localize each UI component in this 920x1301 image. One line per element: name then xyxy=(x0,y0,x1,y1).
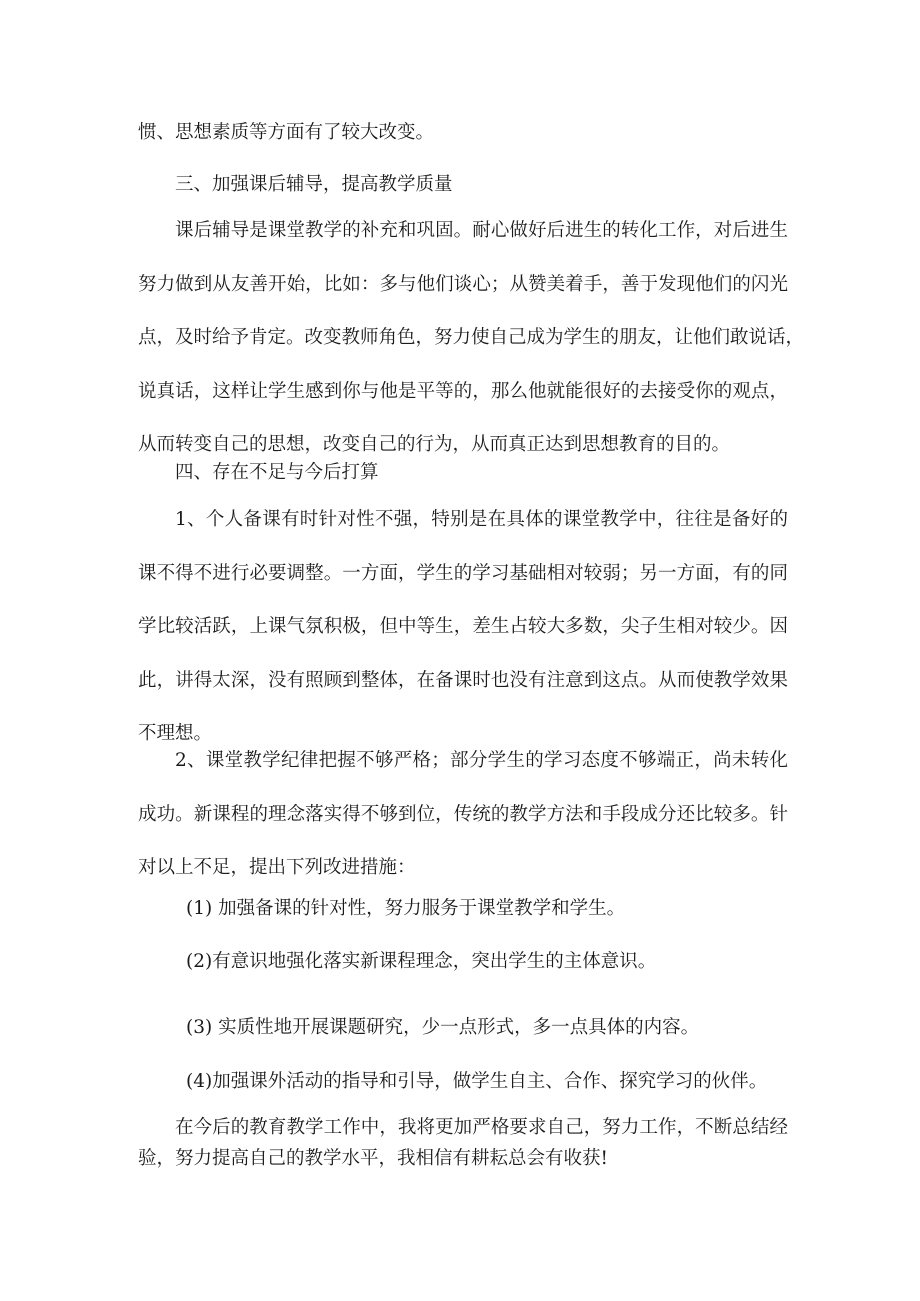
section-heading-3: 三、加强课后辅导，提高教学质量 xyxy=(175,174,453,195)
text-line: 课不得不进行必要调整。一方面，学生的学习基础相对较弱；另一方面，有的同 xyxy=(138,562,788,584)
closing-paragraph xyxy=(138,1112,788,1174)
text-line: 成功。新课程的理念落实得不够到位，传统的教学方法和手段成分还比较多。针 xyxy=(138,803,788,825)
continued-line: 惯、思想素质等方面有了较大改变。 xyxy=(138,122,435,143)
item-2-paragraph xyxy=(138,734,788,895)
text-line: 不理想。 xyxy=(138,723,213,744)
text-line: 此，讲得太深，没有照顾到整体，在备课时也没有注意到这点。从而使教学效果 xyxy=(138,669,788,691)
text-line: 从而转变自己的思想，改变自己的行为，从而真正达到思想教育的目的。 xyxy=(138,434,731,455)
item-1-paragraph xyxy=(138,493,788,761)
text-line: 1、个人备课有时针对性不强，特别是在具体的课堂教学中，往往是备好的 xyxy=(175,509,788,530)
text-line: 努力做到从友善开始，比如：多与他们谈心；从赞美着手，善于发现他们的闪光 xyxy=(138,273,788,295)
section-heading-4: 四、存在不足与今后打算 xyxy=(175,462,379,483)
text-line: 课后辅导是课堂教学的补充和巩固。耐心做好后进生的转化工作，对后进生 xyxy=(175,220,788,241)
text-line: 说真话，这样让学生感到你与他是平等的，那么他就能很好的去接受你的观点， xyxy=(138,380,788,402)
text-line: 在今后的教育教学工作中，我将更加严格要求自己，努力工作，不断总结经 xyxy=(175,1117,788,1138)
text-line: 点，及时给予肯定。改变教师角色，努力使自己成为学生的朋友，让他们敢说话， xyxy=(138,327,805,348)
paragraph-after-class-tutoring xyxy=(138,204,805,472)
measure-4: (4)加强课外活动的指导和引导，做学生自主、合作、探究学习的伙伴。 xyxy=(186,1071,768,1092)
measure-1: (1) 加强备课的针对性，努力服务于课堂教学和学生。 xyxy=(186,898,626,919)
text-line: 验，努力提高自己的教学水平，我相信有耕耘总会有收获! xyxy=(138,1148,608,1169)
text-line: 对以上不足，提出下列改进措施： xyxy=(138,857,416,878)
measure-2: (2)有意识地强化落实新课程理念，突出学生的主体意识。 xyxy=(186,951,657,972)
text-line: 2、课堂教学纪律把握不够严格；部分学生的学习态度不够端正，尚未转化 xyxy=(175,750,788,771)
text-line: 学比较活跃，上课气氛积极，但中等生，差生占较大多数，尖子生相对较少。因 xyxy=(138,616,788,637)
measure-3: (3) 实质性地开展课题研究，少一点形式，多一点具体的内容。 xyxy=(186,1017,700,1038)
